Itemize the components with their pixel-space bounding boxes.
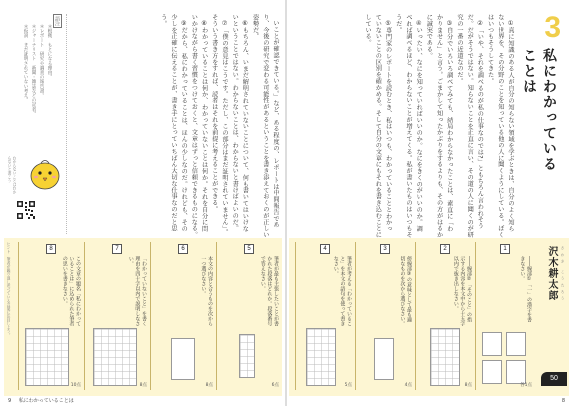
right-body-text [297, 14, 515, 238]
question-text: 筆者が考える「わかっていること」を本文の語句を使って書きなさい。 [332, 256, 352, 326]
author-block [537, 238, 567, 388]
footer-left [8, 397, 74, 404]
paragraph: ④いったい、なにを知っていればいいのか。なにをきくのがいいのか。調べれば調べるほど、わからないことが増えてくる。私が書いたものはいつもそうだ。 [394, 14, 423, 238]
author-reading: さわき こうたろう [561, 246, 565, 303]
score-badge: 50 [541, 372, 567, 386]
paragraph: ⑥もちろん、いまだ解明されていないことについて、何も書いてはいけないということではない。わからないことは、わからないと書けばよいのだ。 [231, 14, 249, 233]
paragraph: ②「いや、それを調べるのが私の仕事なのでは?」ともちろん言われそうだ。だがそうではない。知らないことを正直に言い、その道の人に聞くのが研究の一番の近道なのだ。 [455, 14, 484, 238]
paragraph: ⑤専門家のレポートを読むとき、私はいつも、わかっていることとわかっていないことの区別を確かめる。そして自分の文章にもそれを書き込むことにしている。 [364, 14, 392, 238]
question-2 [415, 242, 474, 390]
answer-box[interactable] [482, 332, 502, 356]
note-item: ＊レポート 研究や調査の報告書。 [39, 24, 44, 98]
qr-code-icon[interactable] [16, 200, 36, 220]
paragraph: ⑦「僕の意見はこうです。ただし、この部分はまだ証明されていません」。そういう書き方をすれば、読者はそれを前提に考えることができる。 [210, 14, 228, 236]
running-title: 私にわかっていることは [18, 398, 74, 404]
notes-column [6, 14, 67, 234]
question-text: 筆者が最も主張したいことが書かれた段落はどれか。段落番号で答えなさい。 [259, 256, 279, 326]
answer-box[interactable] [506, 332, 526, 356]
page-number: 8 [561, 398, 565, 404]
points-label: 5点 [344, 383, 352, 388]
answer-box[interactable] [374, 338, 394, 380]
chapter-number: 3 [544, 11, 561, 44]
answer-box[interactable] [171, 338, 195, 380]
answer-grid[interactable] [25, 328, 69, 386]
points-label: 8点 [205, 383, 213, 388]
points-label: 8点 [464, 383, 472, 388]
footer-right [562, 398, 565, 404]
question-text: ――線部②「そのこと」の指示する内容を本文中から十五字以内で抜き出しなさい。 [452, 256, 472, 326]
question-number: 6 [178, 244, 188, 254]
points-label: 6点 [271, 383, 279, 388]
question-3 [355, 242, 414, 390]
question-number: 1 [500, 244, 510, 254]
question-number: 3 [380, 244, 390, 254]
question-number: 2 [440, 244, 450, 254]
question-number: 8 [46, 244, 56, 254]
question-text: 傍線部③の意味として最も適切なものを次から選びなさい。 [399, 256, 412, 326]
question-7 [84, 242, 149, 390]
points-label: 4点 [404, 383, 412, 388]
paragraph: ⑧わかっていることは何か、わかっていないことは何か。それを自分に問いかけながら書く習慣をつけておくと、文章はずっと信頼できるものになる。 [190, 14, 208, 238]
points-label: 8点 [139, 383, 147, 388]
question-text: この文章の題名「私にわかっていることは」に込められた筆者の思いを書きなさい。 [61, 256, 81, 326]
answer-box[interactable] [482, 360, 502, 384]
answer-box[interactable] [506, 360, 526, 384]
right-page [287, 0, 573, 406]
question-5 [216, 242, 281, 390]
question-1 [475, 242, 534, 390]
question-4 [295, 242, 354, 390]
answer-grid[interactable] [93, 328, 137, 386]
paragraph: ③自分でいろいろ調べてみても、結局わからなかったことは、素直に「わかりません」と言う。ごまかして知ったかぶりをするよりも、その方がはるかに誠実である。 [425, 14, 453, 238]
question-number: 7 [112, 244, 122, 254]
page-number: 9 [8, 398, 12, 404]
left-page [0, 0, 286, 406]
notes-heading: 語注 [54, 16, 60, 26]
hint-text: ヒント 筆者が繰り返し述べている言葉に注目しよう。 [7, 242, 12, 337]
answer-grid[interactable] [430, 328, 460, 386]
points-label: 10点 [70, 383, 81, 388]
paragraph: ⑨だから、私にわかっていることは、ほんの少しなのだ。けれども、その少しを正確に伝えることが、書き手にとっていちばん大切な仕事なのだと思う。 [159, 14, 188, 233]
question-number: 4 [320, 244, 330, 254]
note-item: ＊根拠 もとになる理由。 [47, 24, 52, 80]
note-item: ＊仮説 まだ証明されていない考え。 [23, 24, 28, 103]
note-item: ＊ジャーナリスト 新聞・雑誌などの記者。 [31, 24, 36, 116]
question-text: 本文の内容と合うものを次から一つ選びなさい。 [200, 256, 213, 326]
question-number: 5 [244, 244, 254, 254]
paragraph: ①真に知識のある人が自分の知らない領域を学ぶときは、自分のよく知らない世界を、その分野のことを知っている他の人に聞くようにしている。ぼくはいつもそうしてきた。 [486, 14, 514, 238]
answer-grid[interactable] [239, 334, 255, 378]
question-text: 「わかっていないこと」を書く理由を四十字以内で説明しなさい。 [127, 256, 147, 326]
right-exercise-panel [289, 238, 569, 396]
paragraph: いことが確認できている。」など、ある程度の、レポートは中間報告であり、今後の研究で変わる可能性があるということを書き添えておくのが正しい姿勢だ。 [251, 14, 279, 238]
left-body-text [72, 14, 280, 238]
left-exercise-panel [4, 238, 282, 396]
chapter-title-block [521, 11, 565, 172]
chick-mascot-icon [24, 154, 66, 194]
points-label: 各1点 [520, 383, 532, 388]
question-6 [150, 242, 215, 390]
chapter-title: 私にわかっていることは [521, 48, 557, 172]
answer-grid[interactable] [306, 328, 336, 386]
author-name: 沢木耕太郎 [546, 246, 557, 301]
question-text: ――線部①「一」の漢字を書きなさい。 [519, 256, 532, 322]
question-8 [18, 242, 83, 390]
mascot-caption: わからないことはわからないと書こう [8, 156, 18, 194]
